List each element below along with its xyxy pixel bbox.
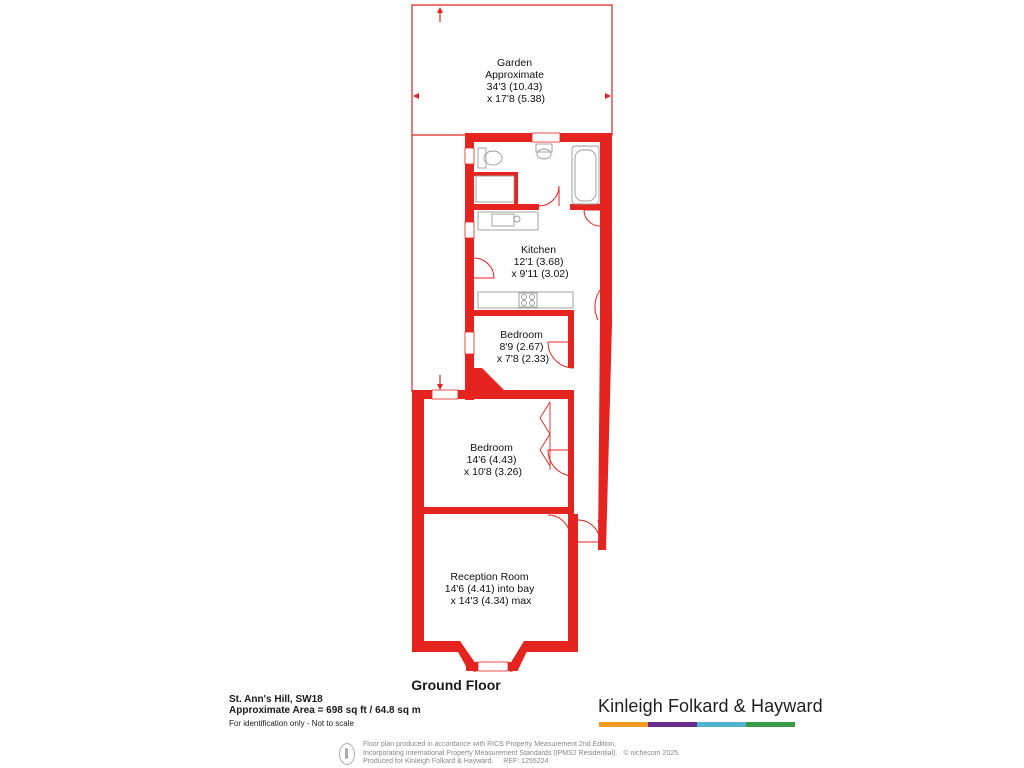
label-bedroom-small: Bedroom 8'9 (2.67) x 7'8 (2.33) [496, 329, 550, 365]
disclaimer-line-1: Floor plan produced in accordance with RICS Property Measurement 2nd Edition, [363, 741, 616, 748]
property-area: Approximate Area = 698 sq ft / 64.8 sq m [229, 705, 421, 716]
disclaimer-copyright: © nichecom 2025. [623, 749, 680, 757]
disclaimer-line-2-wrap [363, 750, 693, 759]
brand-bar-orange [599, 722, 648, 727]
disclaimer-line-3: Produced for Kinleigh Folkard & Hayward. [363, 758, 494, 765]
brand-bar-blue [697, 722, 746, 727]
label-kitchen: Kitchen 12'1 (3.68) x 9'11 (3.02) [511, 244, 569, 280]
brand-bar-green [746, 722, 795, 727]
identification-note: For identification only - Not to scale [229, 719, 354, 728]
property-address: St. Ann's Hill, SW18 [229, 694, 323, 705]
label-garden: Garden Approximate 34'3 (10.43) x 17'8 (5.38) [485, 57, 546, 105]
brand-bar-purple [648, 722, 697, 727]
disclaimer [363, 741, 693, 767]
disclaimer-line-3-wrap [363, 758, 693, 767]
brand-color-bar [599, 722, 795, 727]
floor-title: Ground Floor [411, 677, 501, 693]
disclaimer-ref: REF: 1255224 [503, 758, 549, 765]
fixtures [476, 144, 599, 470]
label-bedroom-large: Bedroom 14'6 (4.43) x 10'8 (3.26) [463, 442, 523, 478]
nichecom-logo-icon [339, 743, 355, 765]
door-swings [474, 186, 606, 550]
label-reception-room: Reception Room 14'6 (4.41) into bay x 14'3 (4.34) max [444, 571, 535, 607]
disclaimer-line-2: Incorporating International Property Measurement Standards (IPMS2 Residential). [363, 749, 618, 757]
brand-logo-text: Kinleigh Folkard & Hayward [598, 696, 823, 716]
property-info [229, 694, 421, 729]
